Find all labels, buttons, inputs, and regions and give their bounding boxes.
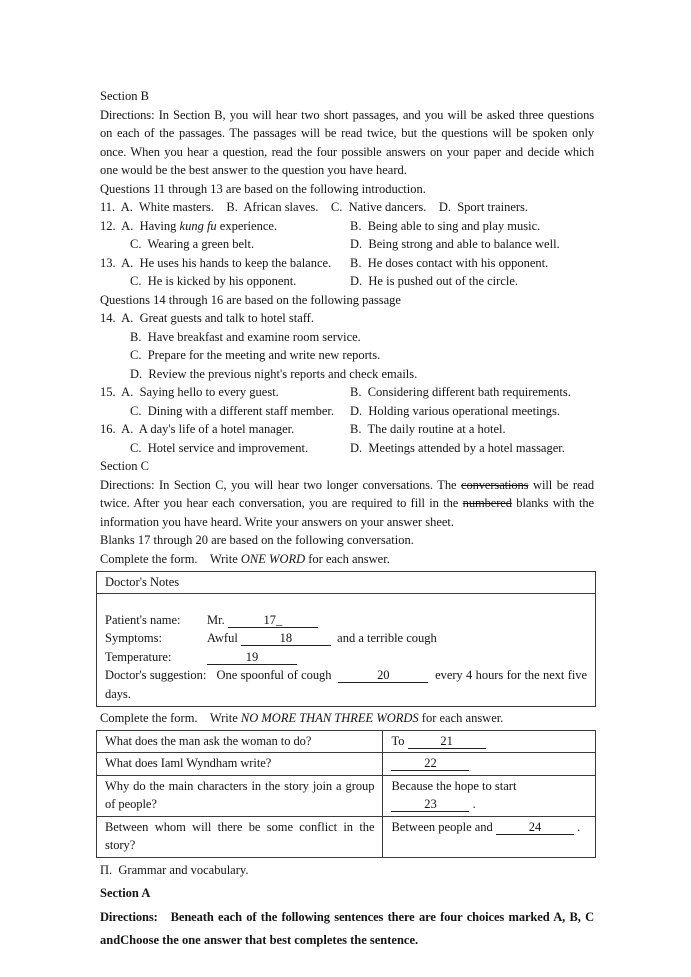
struck-word-conversations: conversations — [461, 477, 529, 492]
symptoms-value — [207, 629, 437, 648]
question-16-row-1 — [100, 420, 594, 439]
question-12-option-d: D. Being strong and able to balance well. — [350, 237, 560, 251]
section-b-heading: Section B — [100, 89, 149, 103]
question-13-option-b: B. He doses contact with his opponent. — [350, 255, 549, 270]
question-11-options: 11. A. White masters. B. African slaves. C. Native dancers. D. Sport trainers. — [100, 200, 529, 214]
answer-cell — [383, 775, 596, 816]
instruction-italic: NO MORE THAN THREE WORDS — [240, 711, 419, 725]
instruction-text: Complete the form. Write — [100, 551, 241, 566]
question-13-option-d: D. He is pushed out of the circle. — [350, 274, 519, 288]
struck-word-numbered: numbered — [462, 496, 512, 510]
question-15-option-c: C. Dining with a different staff member. — [130, 403, 335, 418]
blank-21: 21 — [408, 734, 486, 749]
question-14-option-b: B. Have breakfast and examine room service. — [130, 329, 361, 344]
table-row — [97, 816, 596, 857]
answer-text: To — [391, 733, 408, 748]
patient-name-row — [105, 611, 587, 630]
option-italic-text: kung fu — [179, 218, 217, 233]
instruction-italic: ONE WORD — [240, 551, 306, 566]
question-14-option-d: D. Review the previous night's reports and check emails. — [130, 366, 418, 381]
table-row — [97, 753, 596, 776]
blank-17: 17_ — [228, 613, 318, 628]
section-a-directions-line-2: andChoose the one answer that best completes the sentence. — [100, 933, 419, 947]
grammar-section-heading: Π. Grammar and vocabulary. — [100, 862, 249, 877]
directions-text: Directions: In Section C, you will hear two longer conversations. The — [100, 477, 462, 492]
question-15-option-a: 15. A. Saying hello to every guest. — [100, 385, 279, 399]
symptoms-row — [105, 629, 587, 648]
question-16-option-b: B. The daily routine at a hotel. — [350, 422, 506, 436]
blank-20: 20 — [338, 668, 428, 683]
instruction-text: Complete the form. Write — [100, 711, 241, 725]
question-16-option-c: C. Hotel service and improvement. — [130, 440, 309, 455]
question-15-option-d: D. Holding various operational meetings. — [350, 403, 561, 418]
section-a-directions-line-1: Directions: Beneath each of the following sentences there are four choices marked A, B, C — [100, 909, 594, 924]
question-13-row-2 — [100, 272, 594, 291]
question-cell: What does the man ask the woman to do? — [97, 730, 383, 753]
question-answer-table — [96, 730, 596, 858]
section-b-directions-line-2: on each of the passages. The passages will be read twice, but the questions will be spoken only — [100, 126, 594, 140]
blank-23: 23 — [391, 797, 469, 812]
blank-19: 19 — [207, 650, 297, 665]
instruction-text: for each answer. — [305, 551, 390, 566]
section-c-directions-line-1 — [100, 476, 594, 495]
question-12-option-b: B. Being able to sing and play music. — [350, 218, 541, 233]
question-15-row-1 — [100, 383, 594, 402]
table-row — [97, 775, 596, 816]
blanks-17-20-intro: Blanks 17 through 20 are based on the following conversation. — [100, 533, 414, 547]
option-text: 12. A. Having — [100, 218, 180, 233]
section-b-directions-line-1: Directions: In Section B, you will hear two short passages, and you will be asked three questions — [100, 107, 594, 122]
option-text: experience. — [216, 218, 278, 233]
complete-form-instruction-1 — [100, 550, 594, 569]
patient-name-label: Patient's name: — [105, 612, 181, 627]
complete-form-instruction-2 — [100, 709, 594, 728]
section-b-directions-line-3: once. When you hear a question, read the four possible answers on your paper and decide which — [100, 144, 594, 159]
section-c-directions-line-2 — [100, 494, 594, 513]
doctors-notes-header: Doctor's Notes — [97, 572, 595, 594]
section-c-directions-line-3: information you have heard. Write your answers on your answer sheet. — [100, 514, 455, 529]
answer-cell — [383, 730, 596, 753]
section-a-heading: Section A — [100, 886, 151, 900]
temperature-row — [105, 648, 587, 667]
answer-cell — [383, 753, 596, 776]
section-c-heading: Section C — [100, 459, 149, 473]
question-15-option-b: B. Considering different bath requirements. — [350, 385, 571, 399]
question-12-row-1 — [100, 217, 594, 236]
question-15-row-2 — [100, 402, 594, 421]
question-cell: Between whom will there be some conflict in the story? — [97, 816, 383, 857]
value-text: Awful — [207, 631, 241, 645]
question-16-row-2 — [100, 439, 594, 458]
question-12-option-a — [100, 217, 350, 236]
table-row — [97, 730, 596, 753]
question-16-option-d: D. Meetings attended by a hotel massager. — [350, 440, 565, 455]
question-13-row-1 — [100, 254, 594, 273]
question-cell: What does Iaml Wyndham write? — [97, 753, 383, 776]
answer-text: . — [469, 797, 476, 811]
answer-text: Because the hope to start — [391, 778, 520, 793]
instruction-text: for each answer. — [418, 711, 504, 725]
answer-cell — [383, 816, 596, 857]
question-13-option-a: 13. A. He uses his hands to keep the balance. — [100, 255, 332, 270]
question-12-row-2 — [100, 235, 594, 254]
blank-22: 22 — [391, 756, 469, 771]
question-14-option-c: C. Prepare for the meeting and write new reports. — [130, 348, 381, 362]
directions-text: blanks with the — [511, 496, 595, 510]
answer-text: Between people and — [391, 819, 496, 834]
suggestion-text: every 4 hours for the next five days. — [105, 668, 591, 701]
directions-text: twice. After you hear each conversation, you are required to fill in the — [100, 496, 463, 510]
symptoms-label: Symptoms: — [105, 631, 162, 645]
answer-text: . — [573, 819, 581, 834]
suggestion-text: Doctor's suggestion: One spoonful of cough — [105, 668, 339, 682]
blank-24: 24 — [496, 820, 574, 835]
questions-11-13-intro: Questions 11 through 13 are based on the following introduction. — [100, 181, 426, 196]
question-cell: Why do the main characters in the story join a group of people? — [97, 775, 383, 816]
question-14-option-a: 14. A. Great guests and talk to hotel staff. — [100, 311, 314, 325]
question-12-option-c: C. Wearing a green belt. — [130, 237, 255, 251]
blank-18: 18 — [241, 631, 331, 646]
doctors-notes-form — [96, 571, 596, 707]
value-text: and a terrible cough — [330, 631, 437, 645]
section-b-directions-line-4: one would be the best answer to the question you have heard. — [100, 163, 407, 177]
question-13-option-c: C. He is kicked by his opponent. — [130, 274, 297, 288]
doctors-notes-body — [97, 594, 595, 707]
questions-14-16-intro: Questions 14 through 16 are based on the following passage — [100, 292, 401, 307]
question-16-option-a: 16. A. A day's life of a hotel manager. — [100, 422, 295, 436]
patient-name-value — [207, 611, 318, 630]
temperature-label: Temperature: — [105, 649, 172, 664]
value-text: Mr. — [207, 612, 228, 627]
directions-text: will be read — [528, 477, 594, 492]
temperature-value — [207, 648, 297, 667]
doctor-suggestion-row — [105, 666, 591, 703]
